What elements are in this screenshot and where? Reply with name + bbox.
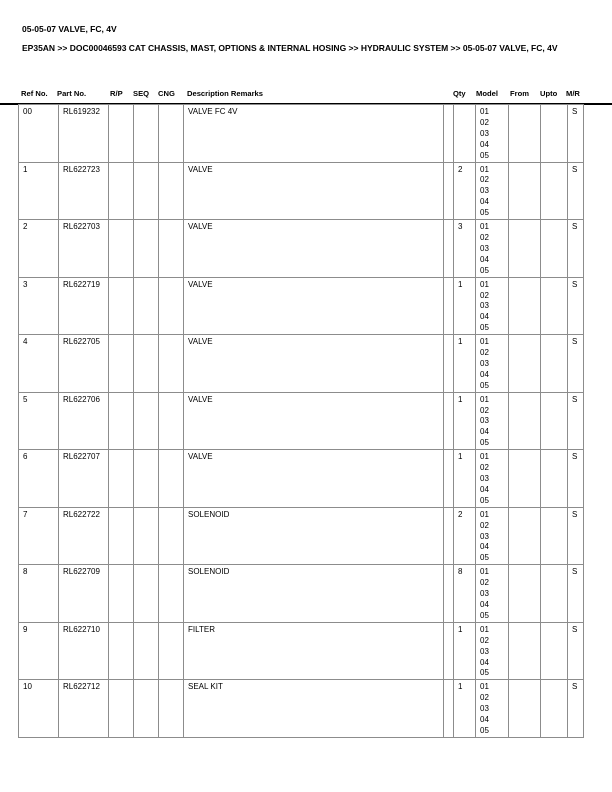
cell-seq [134,277,159,335]
cell-from [509,680,541,738]
spacer-cell [444,392,454,450]
cell-model: 01 02 03 04 05 [476,220,509,278]
column-header-qty: Qty [453,89,466,98]
cell-rp [109,392,134,450]
cell-qty: 2 [454,507,476,565]
cell-ref: 8 [19,565,59,623]
table-row [19,450,584,508]
cell-qty: 1 [454,277,476,335]
cell-part: RL622719 [59,277,109,335]
cell-from [509,450,541,508]
cell-qty [454,105,476,163]
cell-ref: 3 [19,277,59,335]
cell-ref: 1 [19,162,59,220]
cell-mr: S [568,507,584,565]
table-row [19,680,584,738]
cell-mr: S [568,105,584,163]
column-header-part-no: Part No. [57,89,87,98]
cell-qty: 3 [454,220,476,278]
cell-mr: S [568,335,584,393]
cell-model: 01 02 03 04 05 [476,565,509,623]
cell-part: RL622707 [59,450,109,508]
table-row [19,162,584,220]
cell-cng [159,622,184,680]
cell-seq [134,680,159,738]
table-row [19,220,584,278]
cell-part: RL622723 [59,162,109,220]
cell-qty: 1 [454,450,476,508]
spacer-cell [444,277,454,335]
cell-upto [541,450,568,508]
cell-ref: 6 [19,450,59,508]
spacer-cell [444,220,454,278]
cell-cng [159,335,184,393]
cell-mr: S [568,680,584,738]
cell-upto [541,622,568,680]
cell-upto [541,392,568,450]
cell-seq [134,335,159,393]
column-header-upto: Upto [540,89,558,98]
cell-upto [541,220,568,278]
cell-mr: S [568,450,584,508]
cell-rp [109,335,134,393]
cell-rp [109,507,134,565]
cell-desc: VALVE FC 4V [184,105,444,163]
spacer-cell [444,335,454,393]
cell-from [509,277,541,335]
column-header-model: Model [476,89,498,98]
column-header-ref-no: Ref No. [21,89,48,98]
spacer-cell [444,105,454,163]
cell-ref: 5 [19,392,59,450]
cell-desc: VALVE [184,277,444,335]
column-header-cng: CNG [158,89,175,98]
cell-part: RL622710 [59,622,109,680]
cell-desc: VALVE [184,450,444,508]
cell-model: 01 02 03 04 05 [476,105,509,163]
cell-ref: 10 [19,680,59,738]
cell-upto [541,680,568,738]
cell-mr: S [568,220,584,278]
cell-cng [159,507,184,565]
cell-rp [109,450,134,508]
cell-mr: S [568,565,584,623]
cell-model: 01 02 03 04 05 [476,507,509,565]
cell-upto [541,105,568,163]
breadcrumb: EP35AN >> DOC00046593 CAT CHASSIS, MAST, OPTIONS & INTERNAL HOSING >> HYDRAULIC SYSTEM >> 05-05-07 VALVE, FC, 4V [22,43,558,53]
table-row [19,565,584,623]
cell-mr: S [568,622,584,680]
cell-cng [159,450,184,508]
cell-rp [109,680,134,738]
cell-part: RL622709 [59,565,109,623]
cell-qty: 2 [454,162,476,220]
cell-part: RL622703 [59,220,109,278]
cell-from [509,105,541,163]
column-header-description: Description Remarks [187,89,263,98]
cell-desc: SEAL KIT [184,680,444,738]
cell-ref: 7 [19,507,59,565]
cell-from [509,162,541,220]
spacer-cell [444,565,454,623]
cell-upto [541,277,568,335]
cell-desc: FILTER [184,622,444,680]
cell-qty: 1 [454,392,476,450]
cell-part: RL622706 [59,392,109,450]
cell-rp [109,277,134,335]
cell-seq [134,392,159,450]
cell-rp [109,162,134,220]
cell-model: 01 02 03 04 05 [476,680,509,738]
cell-from [509,565,541,623]
column-header-mr: M/R [566,89,580,98]
column-header-from: From [510,89,529,98]
cell-seq [134,162,159,220]
cell-model: 01 02 03 04 05 [476,162,509,220]
cell-from [509,622,541,680]
table-row [19,507,584,565]
cell-mr: S [568,277,584,335]
cell-rp [109,565,134,623]
cell-part: RL619232 [59,105,109,163]
cell-ref: 00 [19,105,59,163]
table-row [19,392,584,450]
cell-ref: 9 [19,622,59,680]
cell-model: 01 02 03 04 05 [476,392,509,450]
cell-ref: 4 [19,335,59,393]
column-header-seq: SEQ [133,89,150,98]
cell-from [509,220,541,278]
cell-qty: 1 [454,680,476,738]
cell-cng [159,162,184,220]
cell-seq [134,105,159,163]
cell-qty: 8 [454,565,476,623]
cell-desc: VALVE [184,392,444,450]
cell-qty: 1 [454,335,476,393]
cell-from [509,507,541,565]
cell-model: 01 02 03 04 05 [476,622,509,680]
cell-cng [159,392,184,450]
table-row [19,277,584,335]
column-header-rp: R/P [110,89,123,98]
cell-from [509,335,541,393]
cell-ref: 2 [19,220,59,278]
cell-qty: 1 [454,622,476,680]
cell-model: 01 02 03 04 05 [476,277,509,335]
cell-cng [159,565,184,623]
spacer-cell [444,450,454,508]
cell-part: RL622722 [59,507,109,565]
cell-desc: VALVE [184,162,444,220]
cell-upto [541,507,568,565]
cell-mr: S [568,392,584,450]
cell-part: RL622705 [59,335,109,393]
table-row [19,105,584,163]
parts-table [18,104,584,738]
spacer-cell [444,507,454,565]
cell-rp [109,105,134,163]
cell-mr: S [568,162,584,220]
page-title: 05-05-07 VALVE, FC, 4V [22,24,117,34]
cell-seq [134,622,159,680]
cell-seq [134,565,159,623]
cell-part: RL622712 [59,680,109,738]
cell-desc: VALVE [184,335,444,393]
cell-cng [159,680,184,738]
table-row [19,335,584,393]
cell-model: 01 02 03 04 05 [476,450,509,508]
cell-seq [134,507,159,565]
spacer-cell [444,680,454,738]
spacer-cell [444,162,454,220]
cell-desc: SOLENOID [184,507,444,565]
parts-table-body [19,105,584,738]
cell-rp [109,622,134,680]
cell-desc: SOLENOID [184,565,444,623]
cell-upto [541,565,568,623]
cell-cng [159,105,184,163]
table-row [19,622,584,680]
cell-cng [159,220,184,278]
cell-seq [134,450,159,508]
cell-cng [159,277,184,335]
cell-seq [134,220,159,278]
cell-from [509,392,541,450]
spacer-cell [444,622,454,680]
cell-desc: VALVE [184,220,444,278]
cell-model: 01 02 03 04 05 [476,335,509,393]
cell-upto [541,162,568,220]
cell-rp [109,220,134,278]
cell-upto [541,335,568,393]
